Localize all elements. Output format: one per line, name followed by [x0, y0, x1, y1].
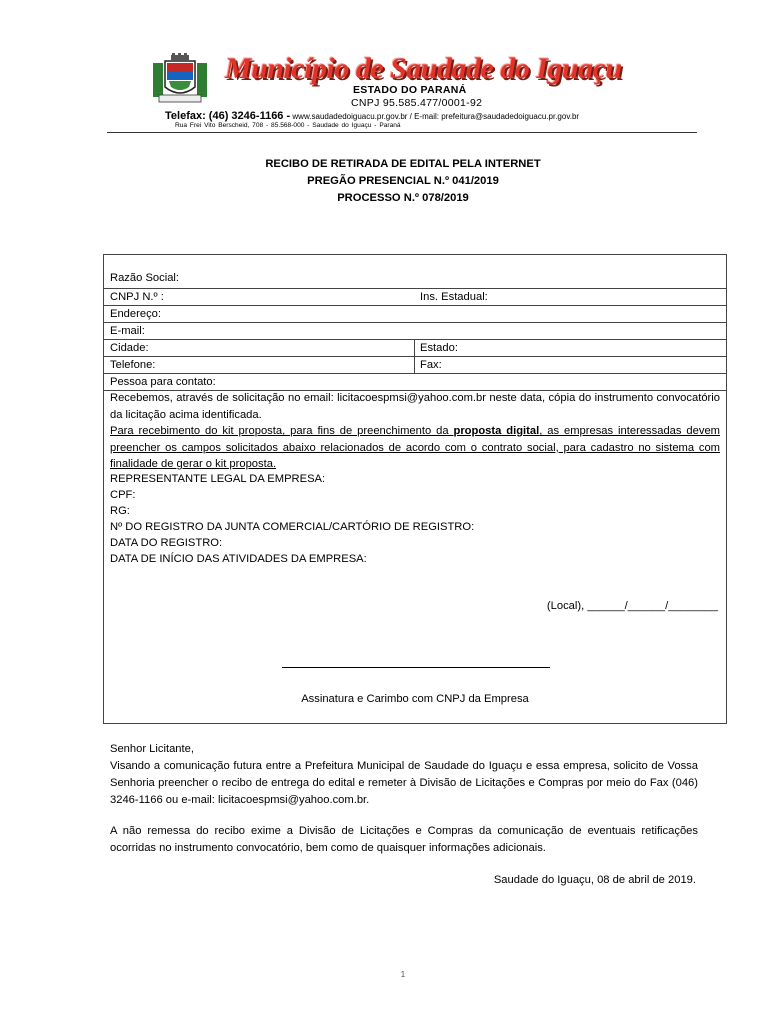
kit-proposta-bold: proposta digital [453, 425, 540, 437]
greeting: Senhor Licitante, [110, 743, 194, 755]
registro-label: Nº DO REGISTRO DA JUNTA COMERCIAL/CARTÓRIO DE REGISTRO: [110, 521, 475, 533]
state-name: ESTADO DO PARANÁ [353, 84, 467, 96]
signature-line [282, 667, 550, 668]
estado-label: Estado: [420, 342, 458, 354]
representante-label: REPRESENTANTE LEGAL DA EMPRESA: [110, 473, 326, 485]
fax-label: Fax: [420, 359, 442, 371]
column-divider [414, 340, 415, 356]
header-address: Rua Frei Vito Berscheid, 708 - 85.568-000 - Saudade do Iguaçu - Paraná [175, 122, 401, 129]
ins-estadual-label: Ins. Estadual: [420, 291, 488, 303]
column-divider [414, 357, 415, 373]
notice-paragraph: A não remessa do recibo exime a Divisão de Licitações e Compras da comunicação de eventuais retificações ocorridas no instrumento convocatório, bem como de quaisquer informações adicionais. [110, 825, 698, 854]
header-contact [165, 110, 579, 122]
header-cnpj: CNPJ 95.585.477/0001-92 [351, 97, 483, 109]
kit-proposta-text-a: Para recebimento do kit proposta, para fins de preenchimento da [110, 425, 454, 437]
email-row [104, 322, 726, 339]
cpf-label: CPF: [110, 489, 136, 501]
razao-social-label: Razão Social: [110, 272, 180, 284]
rg-label: RG: [110, 505, 130, 517]
cnpj-row [104, 288, 726, 305]
communication-paragraph: Visando a comunicação futura entre a Prefeitura Municipal de Saudade do Iguaçu e essa empresa, solicito de Vossa Senhoria preencher o recibo de entrega do edital e remeter à Divisão de Licitações e Compras por meio do Fax (046) 3246-1166 ou e-mail: licitacoespmsi@yahoo.com.br. [110, 760, 698, 806]
municipality-brand-title: Município de Saudade do Iguaçu [225, 52, 622, 85]
signature-label: Assinatura e Carimbo com CNPJ da Empresa [301, 693, 529, 705]
kit-proposta-paragraph [110, 423, 720, 473]
header-phone: Telefax: (46) 3246-1166 - [165, 110, 291, 122]
title-line-1: RECIBO DE RETIRADA DE EDITAL PELA INTERNET [265, 158, 541, 170]
municipal-coat-of-arms-icon [145, 53, 215, 105]
local-date-line: (Local), ______/______/________ [546, 600, 718, 612]
endereco-label: Endereço: [110, 308, 161, 320]
endereco-row [104, 305, 726, 322]
cnpj-label: CNPJ N.º : [110, 291, 164, 303]
document-titles [0, 156, 770, 207]
header-divider [107, 132, 697, 133]
cidade-label: Cidade: [110, 342, 149, 354]
data-registro-label: DATA DO REGISTRO: [110, 537, 223, 549]
telefone-row [104, 356, 726, 373]
data-inicio-label: DATA DE INÍCIO DAS ATIVIDADES DA EMPRESA: [110, 553, 367, 565]
letterhead [105, 48, 697, 136]
place-date: Saudade do Iguaçu, 08 de abril de 2019. [493, 874, 696, 886]
page-number: 1 [400, 970, 406, 979]
pessoa-row [104, 373, 726, 390]
cidade-row [104, 339, 726, 356]
kit-proposta-text-b: , as empresas interessadas devem preencher os campos solicitados abaixo relacionados de acordo com o contrato social, para cadastro no sistema com finalidade de gerar o kit proposta. [110, 425, 720, 471]
recebemos-paragraph: Recebemos, através de solicitação no email: licitacoespmsi@yahoo.com.br neste data, cópia do instrumento convocatório da licitação acima identificada. [110, 392, 720, 421]
header-web-email: www.saudadedoiguacu.pr.gov.br / E-mail: prefeitura@saudadedoiguacu.pr.gov.br [292, 112, 580, 121]
email-label: E-mail: [110, 325, 145, 337]
title-line-2: PREGÃO PRESENCIAL N.º 041/2019 [307, 175, 499, 187]
pessoa-contato-label: Pessoa para contato: [110, 376, 216, 388]
receipt-form [103, 254, 727, 724]
telefone-label: Telefone: [110, 359, 156, 371]
title-line-3: PROCESSO N.º 078/2019 [337, 192, 469, 204]
